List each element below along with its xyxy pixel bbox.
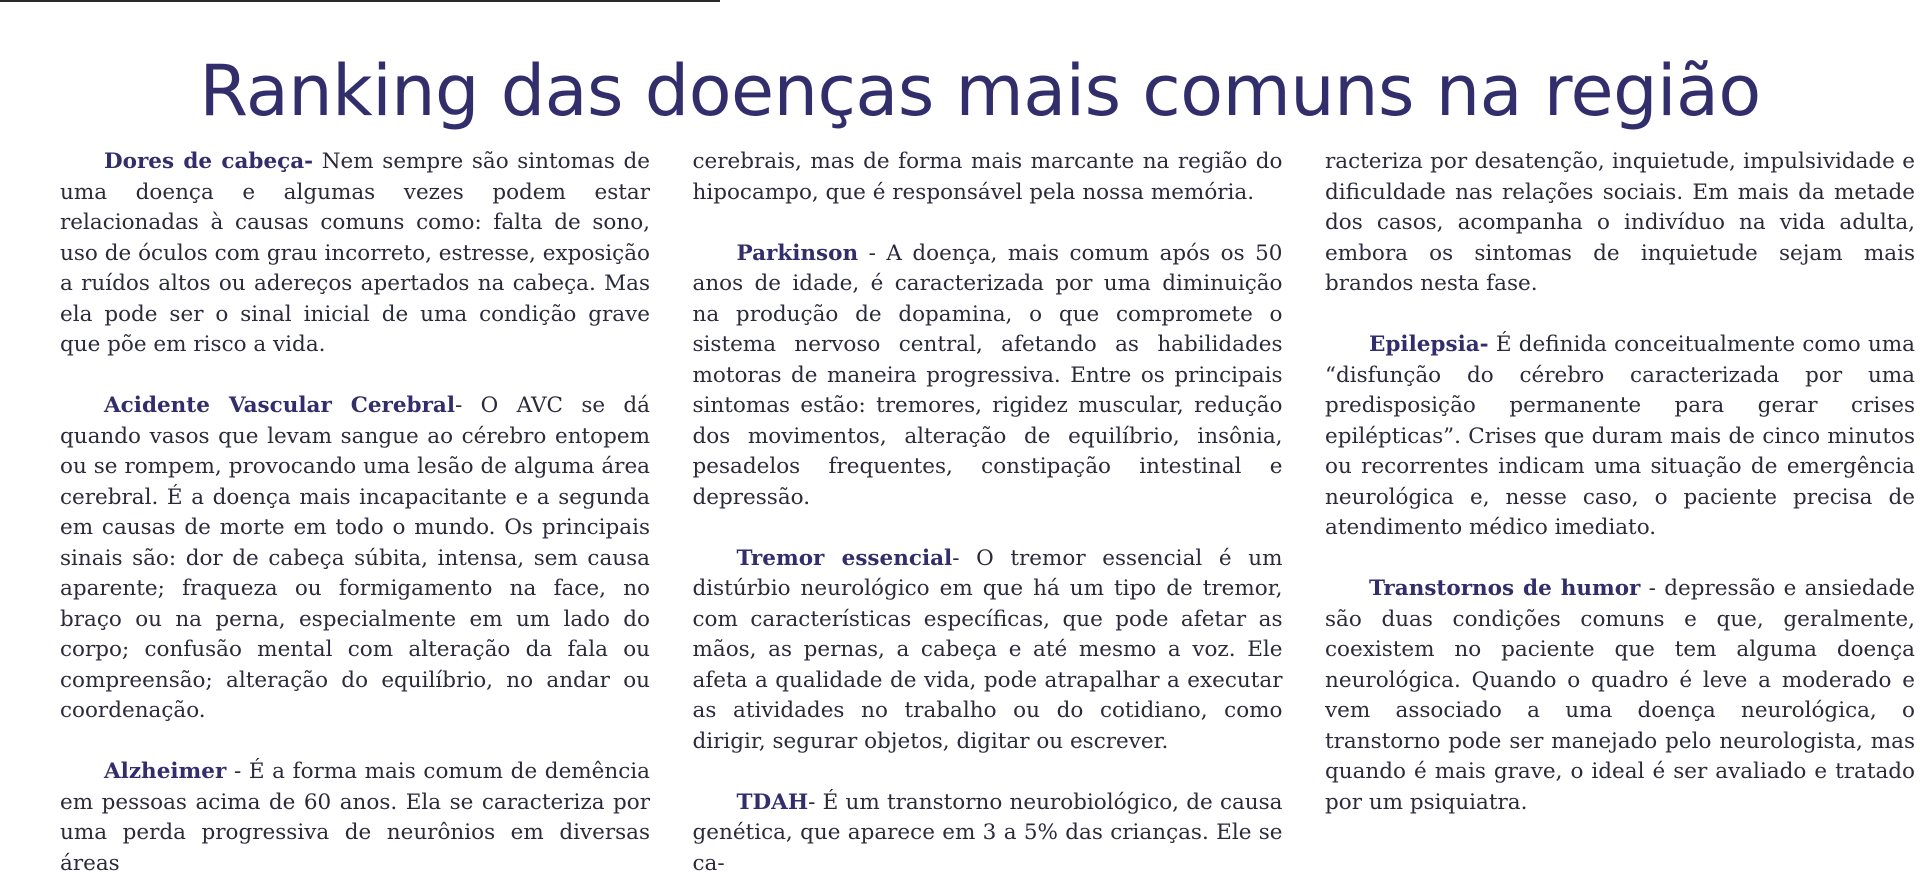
article-columns [60,147,1915,827]
text-tdah-continued: racteriza por desatenção, inquietude, impulsividade e dificuldade nas relações sociais. Em mais da metade dos casos, acompanha o indivíduo na vida adulta, embora os sintomas de inquietude sejam mais brandos nesta fase. [1325,149,1915,296]
column-3 [1325,147,1915,827]
heading-avc: Acidente Vascular Cerebral [104,393,455,418]
paragraph-dores-de-cabeca [60,147,650,361]
text-alzheimer-continued: cerebrais, mas de forma mais marcante na região do hipocampo, que é responsável pela nossa memória. [693,149,1283,205]
paragraph-tremor-essencial [693,544,1283,758]
heading-tremor-essencial: Tremor essencial [737,546,953,571]
heading-epilepsia: Epilepsia- [1369,332,1489,357]
paragraph-alzheimer [60,757,650,879]
top-rule [0,0,720,2]
text-epilepsia: É definida conceitualmente como uma “disfunção do cérebro caracterizada por uma predisposição permanente para gerar crises epilépticas”. Crises que duram mais de cinco minutos ou recorrentes indicam uma situação de emergência neurológica e, nesse caso, o paciente precisa de atendimento médico imediato. [1325,332,1915,540]
column-2 [693,147,1283,827]
paragraph-tdah-continued [1325,147,1915,300]
page-title: Ranking das doenças mais comuns na região [0,46,1920,136]
text-transtornos-de-humor: - depressão e ansiedade são duas condições comuns e que, geralmente, coexistem no paciente que tem alguma doença neurológica. Quando o quadro é leve a moderado e vem associado a uma doença neurológica, o transtorno pode ser manejado pelo neurologista, mas quando é mais grave, o ideal é ser avaliado e tratado por um psiquiatra. [1325,576,1915,815]
heading-tdah: TDAH [737,790,809,815]
paragraph-avc [60,391,650,727]
heading-transtornos-de-humor: Transtornos de humor [1369,576,1640,601]
text-tremor-essencial: - O tremor essencial é um distúrbio neurológico em que há um tipo de tremor, com características específicas, que pode afetar as mãos, as pernas, a cabeça e até mesmo a voz. Ele afeta a qualidade de vida, pode atrapalhar a executar as atividades no trabalho ou do cotidiano, como dirigir, segurar objetos, digitar ou escrever. [693,546,1283,754]
paragraph-alzheimer-continued [693,147,1283,208]
heading-parkinson: Parkinson [737,241,859,266]
text-avc: - O AVC se dá quando vasos que levam sangue ao cérebro entopem ou se rompem, provocando uma lesão de alguma área cerebral. É a doença mais incapacitante e a segunda em causas de morte em todo o mundo. Os principais sinais são: dor de cabeça súbita, intensa, sem causa aparente; fraqueza ou formigamento na face, no braço ou na perna, especialmente em um lado do corpo; confusão mental com alteração da fala ou compreensão; alteração do equilíbrio, no andar ou coordenação. [60,393,650,723]
paragraph-parkinson [693,239,1283,514]
heading-alzheimer: Alzheimer [104,759,226,784]
text-parkinson: - A doença, mais comum após os 50 anos de idade, é caracterizada por uma diminuição na produção de dopamina, o que compromete o sistema nervoso central, afetando as habilidades motoras de maneira progressiva. Entre os principais sintomas estão: tremores, rigidez muscular, redução dos movimentos, alteração de equilíbrio, insônia, pesadelos frequentes, constipação intestinal e depressão. [693,241,1283,510]
column-1 [60,147,650,827]
text-alzheimer: - É a forma mais comum de demência em pessoas acima de 60 anos. Ela se caracteriza por uma perda progressiva de neurônios em diversas áreas [60,759,650,876]
heading-dores-de-cabeca: Dores de cabeça- [104,149,313,174]
paragraph-tdah [693,788,1283,879]
text-tdah: - É um transtorno neurobiológico, de causa genética, que aparece em 3 a 5% das crianças. Ele se ca- [693,790,1283,876]
text-dores-de-cabeca: Nem sempre são sintomas de uma doença e algumas vezes podem estar relacionadas à causas comuns como: falta de sono, uso de óculos com grau incorreto, estresse, exposição a ruídos altos ou adereços apertados na cabeça. Mas ela pode ser o sinal inicial de uma condição grave que põe em risco a vida. [60,149,650,357]
paragraph-epilepsia [1325,330,1915,544]
paragraph-transtornos-de-humor [1325,574,1915,818]
